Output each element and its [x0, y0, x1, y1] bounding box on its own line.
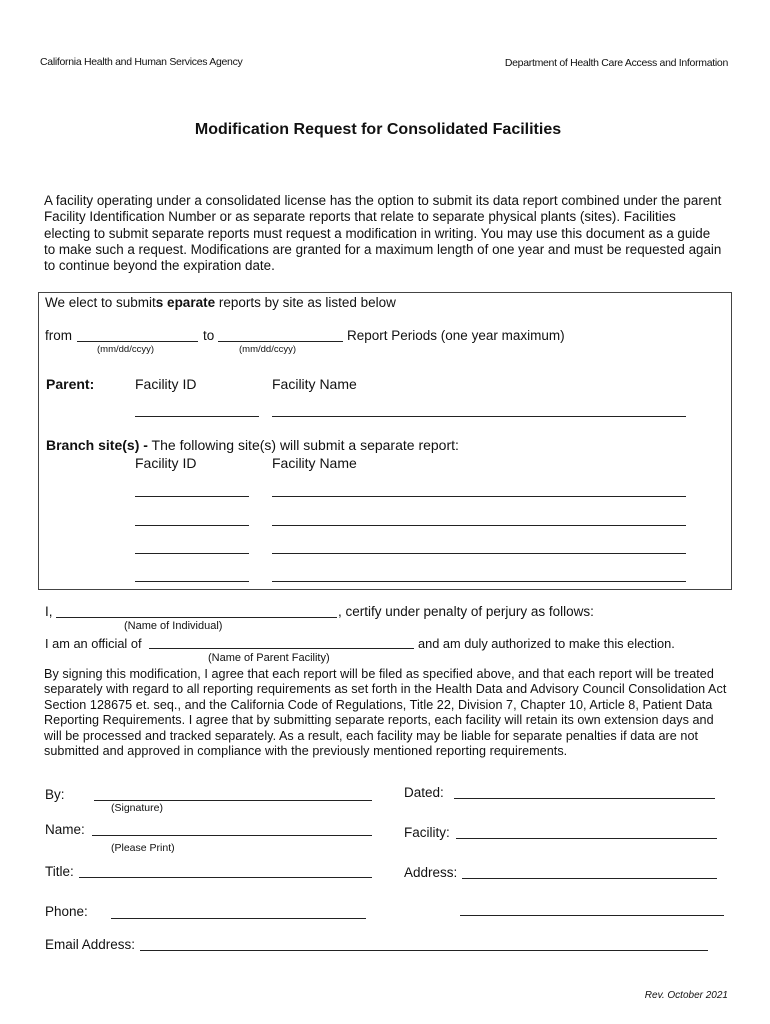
intro-paragraph: A facility operating under a consolidated license has the option to submit its data report combined under the parent Facility Identification Number or as separate reports that relate to separate physical plants (sites). Facilities electing to submit separate reports must request a modification in writing. You may use this document as a guide to make such a request. Modifications are granted for a maximum length of one year and must be requested again to continue beyond the expiration date.: [44, 193, 722, 274]
page-title: Modification Request for Consolidated Facilities: [194, 121, 562, 138]
from-date-field[interactable]: [77, 341, 198, 342]
address-label: Address:: [404, 865, 458, 880]
parent-facility-hint: (Name of Parent Facility): [208, 652, 330, 664]
branch-facility-id-field-4[interactable]: [135, 581, 249, 582]
signature-field[interactable]: [94, 800, 372, 801]
parent-facility-name-field[interactable]: [272, 416, 686, 417]
parent-facility-id-header: Facility ID: [135, 376, 197, 392]
to-date-hint: (mm/dd/ccyy): [239, 344, 296, 355]
print-hint: (Please Print): [111, 842, 175, 854]
to-label: to: [203, 328, 215, 343]
by-label: By:: [45, 787, 65, 802]
branch-facility-id-header: Facility ID: [135, 455, 197, 471]
individual-name-hint: (Name of Individual): [124, 620, 223, 632]
address-field[interactable]: [462, 878, 717, 879]
address-line-2-field[interactable]: [460, 915, 724, 916]
title-label: Title:: [45, 864, 74, 879]
revision-date: Rev. October 2021: [644, 990, 728, 1001]
branch-facility-name-field-4[interactable]: [272, 581, 686, 582]
branch-facility-id-field-3[interactable]: [135, 553, 249, 554]
department-name: Department of Health Care Access and Information: [504, 57, 728, 69]
dated-label: Dated:: [404, 785, 444, 800]
branch-facility-id-field-2[interactable]: [135, 525, 249, 526]
facility-label: Facility:: [404, 825, 450, 840]
election-statement: We elect to submits eparate reports by site as listed below: [45, 295, 396, 310]
branch-facility-name-field-2[interactable]: [272, 525, 686, 526]
agreement-paragraph: By signing this modification, I agree that each report will be filed as specified above, and that each report will be treated separately with regard to all reporting requirements as set forth in the Health Data and Advisory Council Consolidation Act Section 128675 et. seq., and the California Code of Regulations, Title 22, Division 7, Chapter 10, Article 8, Patient Data Reporting Requirements. I agree that by submitting separate reports, each facility will retain its own extension days and will be processed and tracked separately. As a result, each facility may be liable for separate penalties if data are not submitted and approved in compliance with the previously mentioned reporting requirements.: [44, 667, 727, 759]
branch-facility-name-field-3[interactable]: [272, 553, 686, 554]
to-date-field[interactable]: [218, 341, 343, 342]
from-label: from: [45, 328, 72, 343]
certify-text: , certify under penalty of perjury as follows:: [338, 604, 594, 619]
parent-facility-name-header: Facility Name: [272, 376, 357, 392]
individual-name-field[interactable]: [56, 617, 337, 618]
phone-label: Phone:: [45, 904, 88, 919]
report-periods-label: Report Periods (one year maximum): [347, 328, 565, 343]
email-field[interactable]: [140, 950, 708, 951]
signature-hint: (Signature): [111, 802, 163, 814]
facility-field[interactable]: [456, 838, 717, 839]
phone-field[interactable]: [111, 918, 366, 919]
email-label: Email Address:: [45, 937, 136, 952]
name-field[interactable]: [92, 835, 372, 836]
title-field[interactable]: [79, 877, 372, 878]
parent-label: Parent:: [46, 376, 95, 392]
branch-facility-name-field-1[interactable]: [272, 496, 686, 497]
name-label: Name:: [45, 822, 85, 837]
authorized-text: and am duly authorized to make this election.: [418, 636, 675, 651]
dated-field[interactable]: [454, 798, 715, 799]
agency-name: California Health and Human Services Agency: [40, 56, 243, 68]
branch-sites-label: Branch site(s) - The following site(s) will submit a separate report:: [46, 437, 459, 453]
certify-i-label: I,: [45, 604, 53, 619]
branch-facility-name-header: Facility Name: [272, 455, 357, 471]
official-of-label: I am an official of: [45, 636, 142, 651]
parent-facility-id-field[interactable]: [135, 416, 259, 417]
branch-facility-id-field-1[interactable]: [135, 496, 249, 497]
from-date-hint: (mm/dd/ccyy): [97, 344, 154, 355]
parent-facility-field[interactable]: [149, 648, 414, 649]
